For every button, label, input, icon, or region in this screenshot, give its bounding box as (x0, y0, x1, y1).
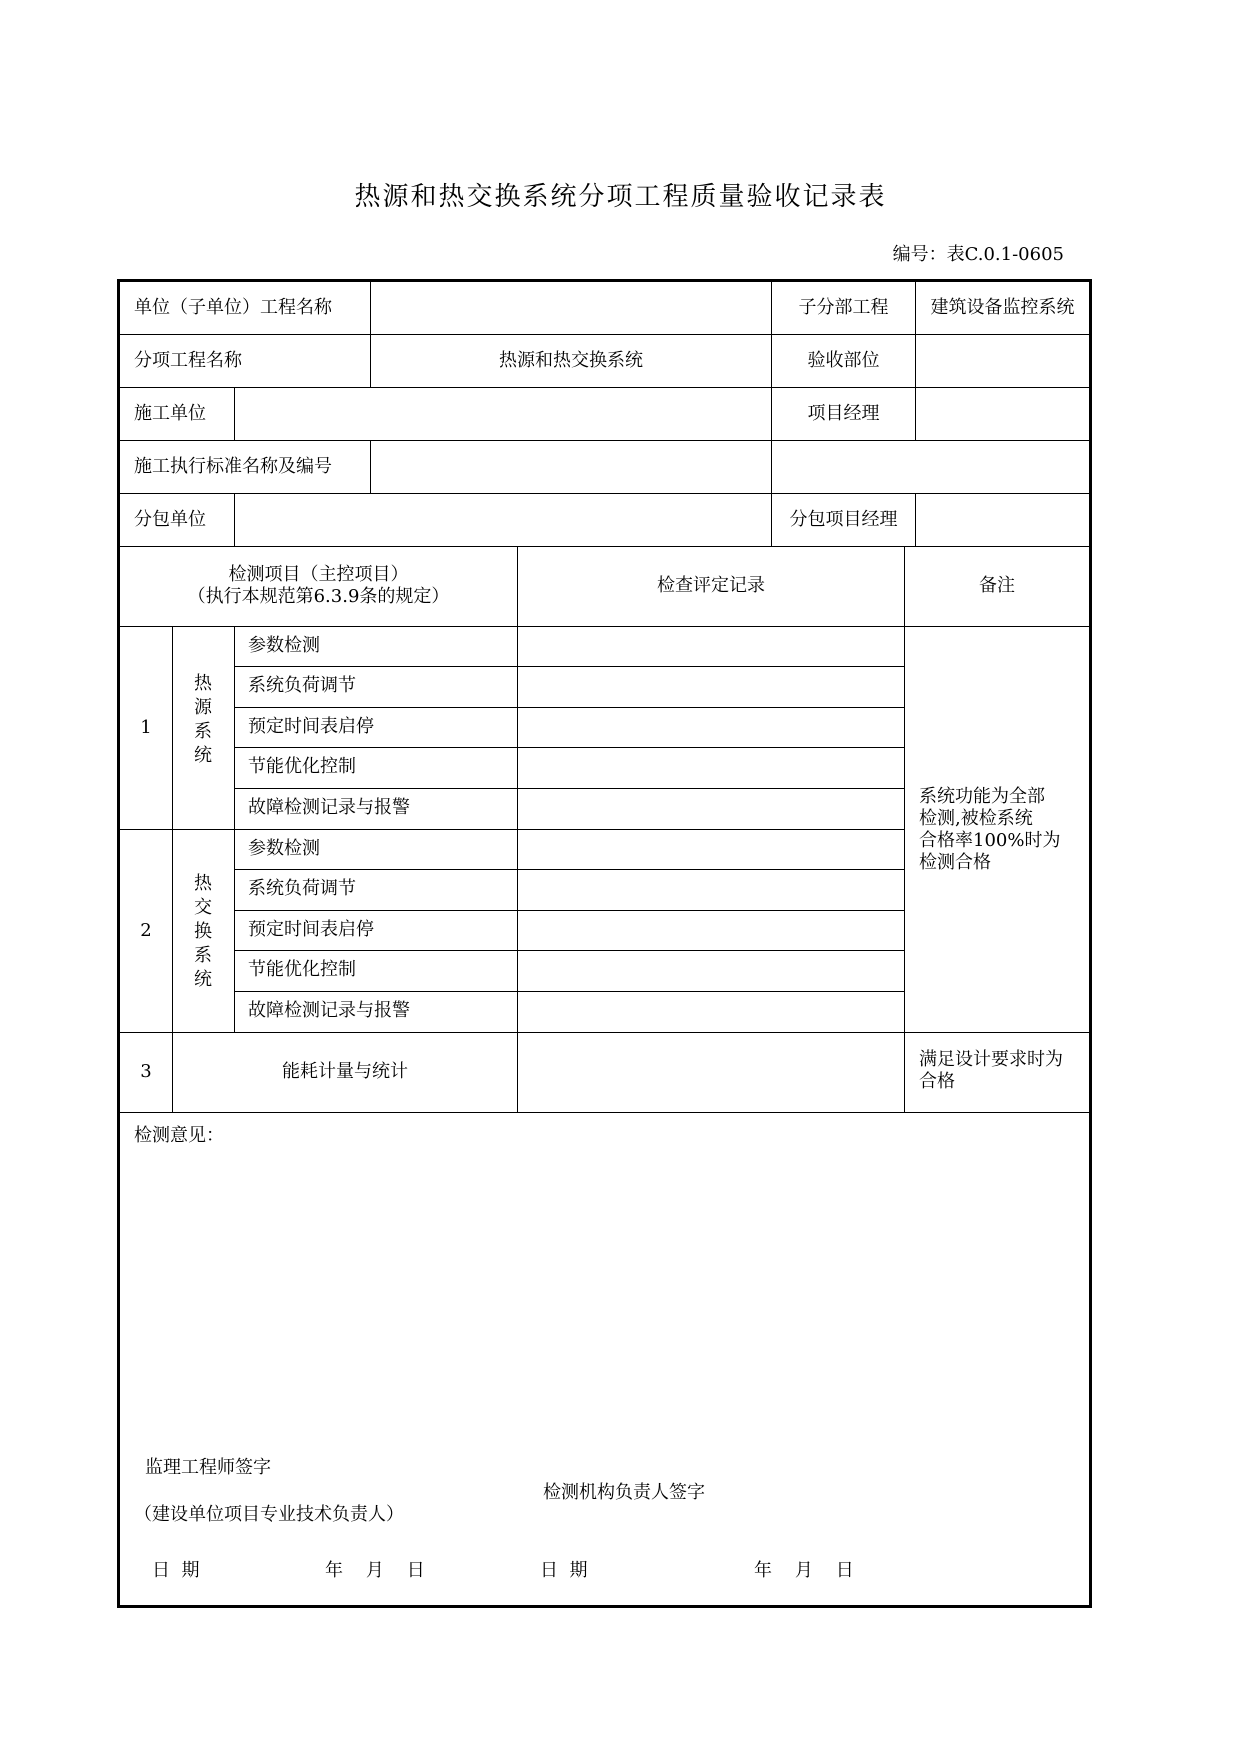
sub-item-field[interactable]: 热源和热交换系统 (499, 350, 643, 371)
group-1-item-5: 故障检测记录与报警 (248, 797, 410, 818)
group-1-item-1: 参数检测 (248, 635, 320, 656)
remark-groups-line3: 合格率100%时为 (919, 830, 1061, 851)
sub-item-label: 分项工程名称 (134, 350, 242, 371)
remark-groups-line4: 检测合格 (919, 852, 991, 873)
subdivision-label: 子分部工程 (798, 297, 889, 318)
row-3-number: 3 (140, 1061, 152, 1082)
date-right-ymd: 年 月 日 (754, 1560, 854, 1581)
opinion-label: 检测意见： (134, 1125, 224, 1146)
date-left-label: 日 期 (152, 1560, 200, 1581)
group-2-item-3: 预定时间表启停 (248, 919, 374, 940)
acceptance-form (117, 279, 1092, 1608)
remark-groups-line2: 检测,被检系统 (919, 808, 1033, 829)
group-1-item-2: 系统负荷调节 (248, 675, 356, 696)
form-title: 热源和热交换系统分项工程质量验收记录表 (354, 182, 887, 212)
group-1-number: 1 (140, 717, 152, 738)
remark-groups-line1: 系统功能为全部 (919, 786, 1045, 807)
group-2-item-1: 参数检测 (248, 838, 320, 859)
supervisor-signature-label: 监理工程师签字 (145, 1457, 271, 1478)
subcontractor-label: 分包单位 (134, 509, 206, 530)
group-1-system: 热 源 系 统 (194, 673, 212, 766)
project-manager-label: 项目经理 (807, 403, 880, 424)
group-1-item-4: 节能优化控制 (248, 756, 356, 777)
record-head: 检查评定记录 (657, 575, 765, 596)
sub-manager-label: 分包项目经理 (789, 509, 898, 530)
form-code: 编号：表C.0.1-0605 (892, 244, 1064, 265)
remark-head: 备注 (979, 575, 1015, 596)
group-2-item-5: 故障检测记录与报警 (248, 1000, 410, 1021)
row-3-remark-line1: 满足设计要求时为 (919, 1049, 1063, 1070)
item-head-line1: 检测项目（主控项目） (228, 564, 409, 585)
agency-head-signature-label: 检测机构负责人签字 (543, 1482, 705, 1503)
group-2-item-2: 系统负荷调节 (248, 878, 356, 899)
row-3-remark-line2: 合格 (919, 1071, 955, 1092)
group-2-number: 2 (140, 920, 152, 941)
standard-label: 施工执行标准名称及编号 (134, 456, 332, 477)
date-right-label: 日 期 (540, 1560, 588, 1581)
item-head-line2: （执行本规范第6.3.9条的规定） (187, 586, 450, 607)
subdivision-field[interactable]: 建筑设备监控系统 (930, 297, 1075, 318)
group-2-system: 热 交 换 系 统 (194, 873, 212, 990)
date-left-ymd: 年 月 日 (325, 1560, 425, 1581)
unit-name-label: 单位（子单位）工程名称 (134, 297, 332, 318)
group-1-item-3: 预定时间表启停 (248, 716, 374, 737)
row-3-item: 能耗计量与统计 (282, 1061, 408, 1082)
construction-unit-label: 施工单位 (134, 403, 206, 424)
acceptance-part-label: 验收部位 (807, 350, 880, 371)
group-2-item-4: 节能优化控制 (248, 959, 356, 980)
owner-tech-label: （建设单位项目专业技术负责人） (134, 1504, 404, 1525)
